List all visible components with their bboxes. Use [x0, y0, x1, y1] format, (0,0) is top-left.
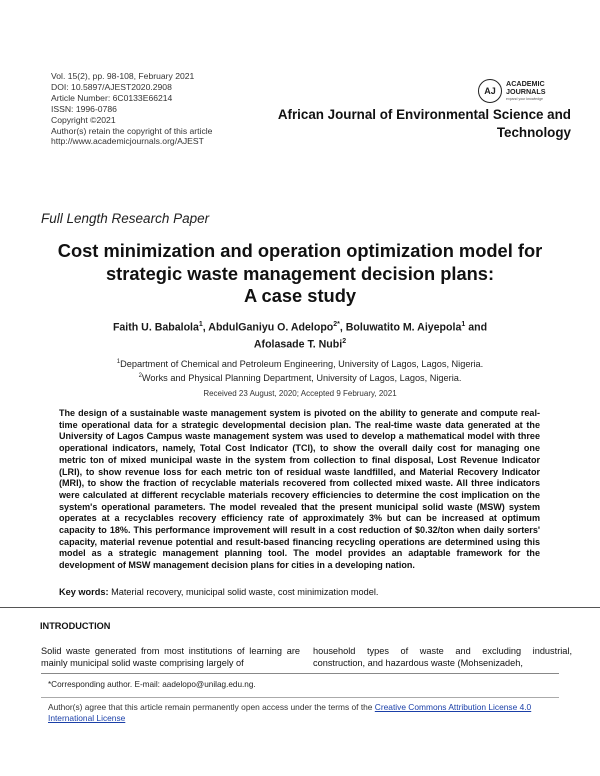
author-affil-sup: 1: [198, 321, 203, 328]
doi-line: DOI: 10.5897/AJEST2020.2908: [51, 81, 172, 92]
section-divider: [0, 607, 600, 608]
author-name: Faith U. Babalola: [112, 321, 199, 334]
logo-name-line1: ACADEMIC: [506, 79, 545, 88]
affiliation-2: [40, 371, 560, 385]
license-text: Author(s) agree that this article remain permanently open access under the terms of the: [48, 702, 373, 712]
corresponding-author: *Corresponding author. E-mail: aadelopo@unilag.edu.ng.: [48, 680, 256, 689]
logo-tagline: expand your knowledge: [506, 97, 543, 101]
author-affil-sup: 1: [461, 321, 466, 328]
license-link[interactable]: Creative Commons Attribution License 4.0 International License: [48, 702, 532, 724]
keywords-text: Material recovery, municipal solid waste, cost minimization model.: [111, 587, 379, 597]
logo-name: [506, 80, 546, 96]
author-name: Afolasade T. Nubi: [253, 338, 343, 351]
affiliation-text: Works and Physical Planning Department, University of Lagos, Lagos, Nigeria.: [141, 372, 462, 383]
author-affil-sup: 2: [342, 337, 347, 345]
keywords: [59, 587, 540, 597]
journal-title-line2: Technology: [496, 125, 571, 140]
abstract: The design of a sustainable waste management system is pivoted on the ability to generate and compute real-time operational data for a strategic developmental decision plan. The real-time waste data generated at the University of Lagos Campus waste management system was used to develop a mathematical model with three operational indicators, namely, Total Cost Indicator (TCI), to show the overall daily cost for managing one metric ton of mixed municipal waste in the system from collection to final disposal, Lost Revenue Indicator (LRI), to show revenue loss for each metric ton of residual waste landfilled, and Material Recovery Indicator (MRI), to show the fraction of recyclable materials recovered from collected mixed waste. All three indicators were calculated at different recyclable materials recovery efficiencies to determine the cost implication on the system's operational parameters. The model revealed that the present municipal solid waste (MSW) system operates at a recyclables recovery efficiency rate of approximately 3% but can be increased at optimum capacity to 18%. This performance improvement will result in a cost reduction of $0.32/ton when daily sorters' capacity, material revenue potential and result-based financing recycling operations are determined using this model as a strategic management planning tool. The model provides an adaptable framework for the development of MSW management decision plans for cities in a developing nation.: [59, 408, 540, 571]
affiliation-sup: 1: [116, 359, 121, 365]
affiliation-1: [40, 357, 560, 371]
intro-column-right: household types of waste and excluding industrial, construction, and hazardous waste (Mohsenizadeh,: [313, 646, 572, 668]
author-and: and: [468, 321, 488, 334]
article-number-line: Article Number: 6C0133E66214: [51, 92, 173, 103]
journal-title-line1: African Journal of Environmental Science and: [277, 107, 571, 122]
paper-type: Full Length Research Paper: [41, 211, 210, 226]
volume-line: Vol. 15(2), pp. 98-108, February 2021: [51, 71, 195, 81]
rights-line: Author(s) retain the copyright of this article: [51, 125, 213, 136]
footnote-divider: [41, 673, 559, 674]
title-line1: Cost minimization and operation optimization model for: [57, 240, 543, 261]
author-name: AbdulGaniyu O. Adelopo: [208, 321, 334, 334]
aj-logo-icon: AJ: [478, 79, 502, 103]
title-line2: strategic waste management decision plans:: [105, 262, 495, 284]
received-accepted-dates: Received 23 August, 2020; Accepted 9 February, 2021: [203, 389, 397, 398]
license-statement: [48, 702, 568, 724]
affiliations: [40, 357, 560, 384]
article-metadata: [51, 71, 212, 147]
journal-url[interactable]: http://www.academicjournals.org/AJEST: [51, 136, 204, 147]
author-affil-sup: 2*: [333, 321, 340, 328]
author-list: Faith U. Babalola$^1$, AbdulGaniyu O. Adelopo$^{2*}$, Boluwatito M. Aiyepola$^1$ and Afolasade T. Nubi$^2$: [112, 321, 488, 351]
copyright-line: Copyright ©2021: [51, 114, 116, 125]
paper-title: [30, 240, 570, 308]
introduction-heading: INTRODUCTION: [40, 621, 111, 631]
journal-title: [251, 106, 571, 142]
intro-column-left: Solid waste generated from most institutions of learning are mainly municipal solid waste comprising largely of: [41, 646, 300, 668]
affiliation-text: Department of Chemical and Petroleum Engineering, University of Lagos, Lagos, Nigeria.: [120, 359, 484, 370]
publisher-logo: [478, 79, 572, 109]
author-name: Boluwatito M. Aiyepola: [345, 321, 462, 334]
issn-line: ISSN: 1996-0786: [51, 103, 117, 114]
affiliation-sup: 2: [138, 372, 142, 379]
title-line3: A case study: [243, 285, 357, 306]
logo-name-line2: JOURNALS: [506, 87, 546, 96]
keywords-label: Key words:: [59, 587, 109, 597]
license-divider: [41, 697, 559, 698]
